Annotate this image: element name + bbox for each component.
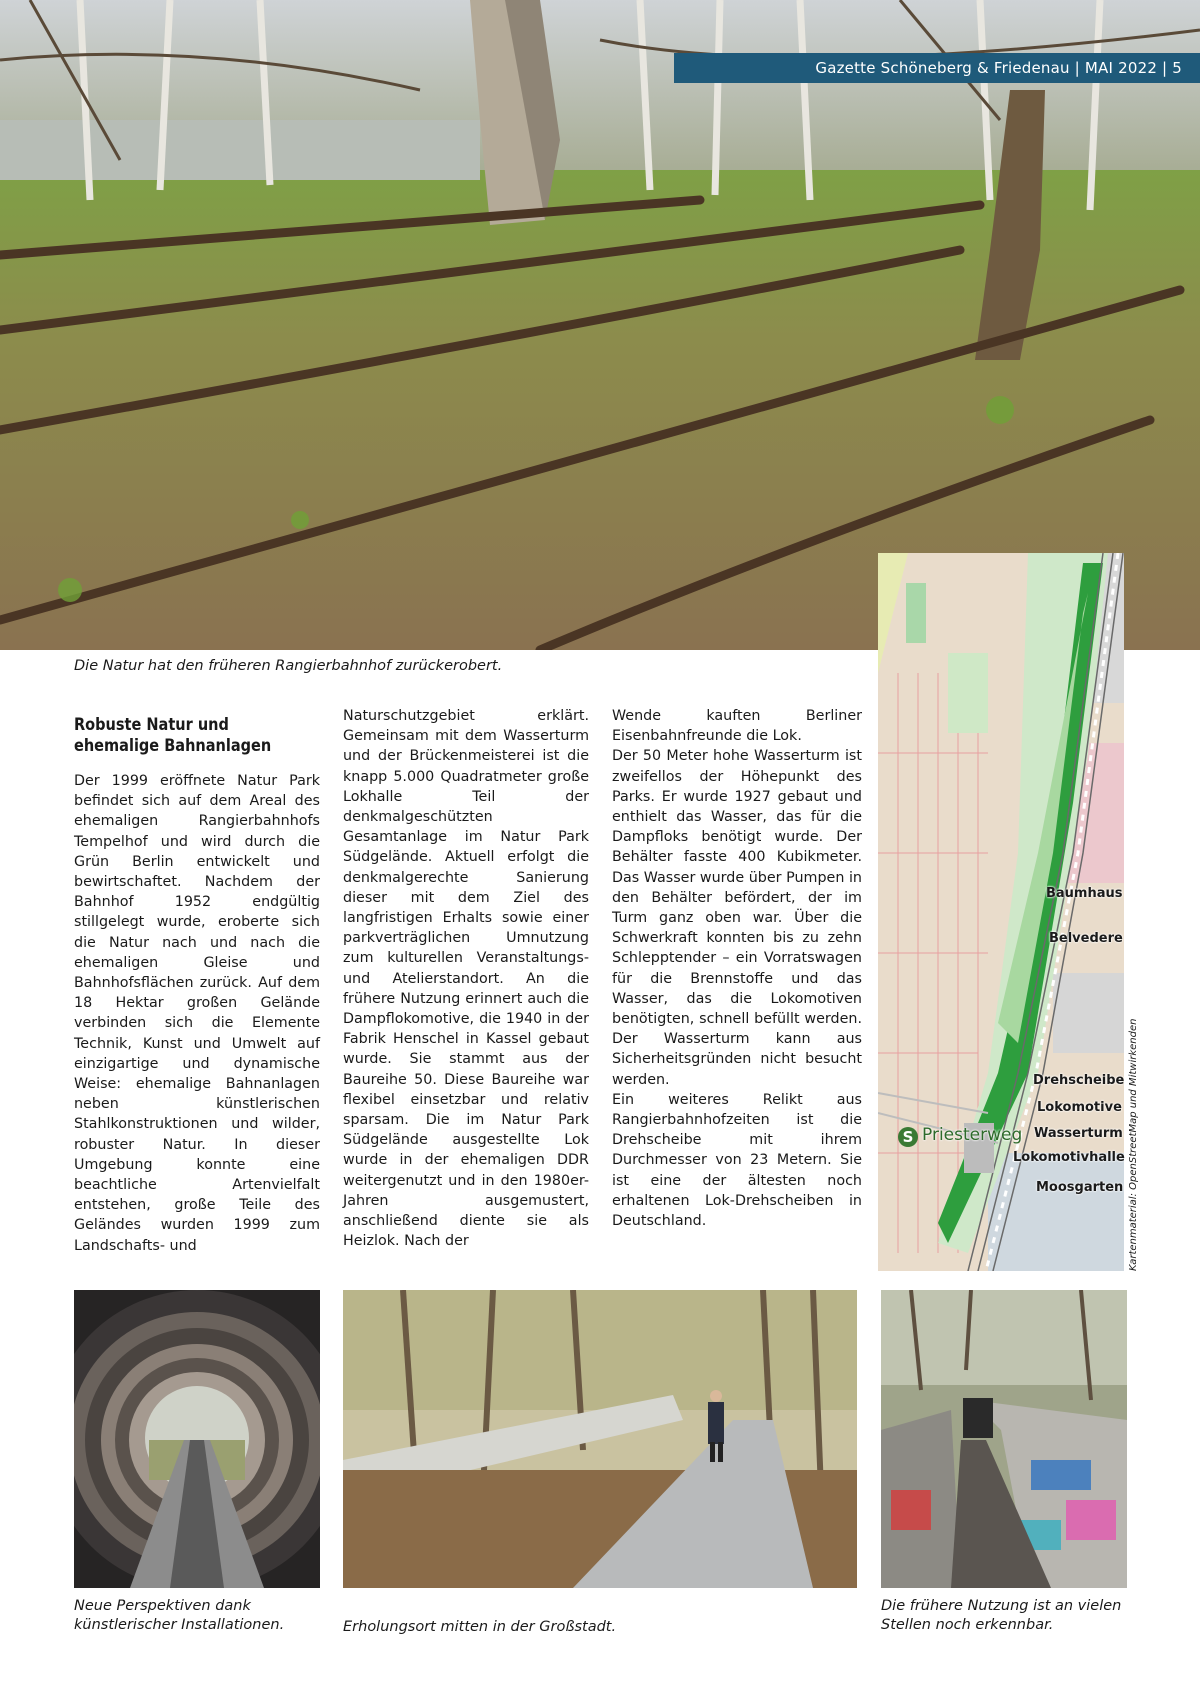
heading-line-1: Robuste Natur und: [74, 715, 229, 734]
header-text: Gazette Schöneberg & Friedenau | MAI 2022 | 5: [815, 59, 1182, 77]
article-column-2: [343, 706, 589, 1251]
column-2-text: Naturschutzgebiet erklärt. Gemeinsam mit dem Wasserturm und der Brückenmeisterei ist die knapp 5.000 Quadratmeter große Lokhalle Teil der denkmalgeschützten Gesamtanlage im Natur Park Südgelände. Aktuell erfolgt die denkmalgerechte Sanierung dieser mit dem Ziel des langfristigen Erhalts sowie einer parkverträglichen Umnutzung zum kulturellen Veranstaltungs- und Atelierstandort. An die frühere Nutzung erinnert auch die Dampflokomotive, die 1940 in der Fabrik Henschel in Kassel gebaut wurde. Sie stammt aus der Baureihe 50. Diese Baureihe war flexibel einsetzbar und relativ sparsam. Die im Natur Park Südgelände ausgestellte Lok wurde in der ehemaligen DDR weitergenutzt und in den 1980er-Jahren ausgemustert, anschließend diente sie als Heizlok. Nach der: [343, 708, 589, 1250]
map-label-moosgarten: Moosgarten: [1036, 1180, 1124, 1195]
article-column-3: [612, 706, 862, 1231]
page-header: [674, 53, 1200, 83]
map-label-drehscheibe: Drehscheibe: [1033, 1073, 1125, 1088]
photo-graffiti-corridor: [881, 1290, 1127, 1588]
photo-path-walker: [343, 1290, 857, 1588]
column-3-paragraph-3: Ein weiteres Relikt aus Rangierbahnhofzeiten ist die Drehscheibe mit ihrem Durchmesser von 23 Metern. Sie ist eine der ältesten noch erhaltenen Lok-Drehscheiben in Deutschland.: [612, 1091, 862, 1230]
map-credit: Kartenmaterial: OpenStreetMap und Mitwirkenden: [1128, 1018, 1139, 1271]
sbahn-icon: S: [898, 1127, 918, 1147]
map-label-lokomotivhalle: Lokomotivhalle: [1013, 1150, 1125, 1165]
article-heading: [74, 714, 285, 756]
article-column-1: [74, 771, 320, 1256]
caption-graffiti: Die frühere Nutzung ist an vielen Stellen noch erkennbar.: [881, 1598, 1122, 1633]
map-label-baumhaus: Baumhaus: [1046, 886, 1123, 901]
column-3-paragraph-2: Der 50 Meter hohe Wasserturm ist zweifellos der Höhepunkt des Parks. Er wurde 1927 gebaut und enthielt das Wasser, das für die Dampfloks benötigt wurde. Der Behälter fasste 400 Kubikmeter. Das Wasser wurde über Pumpen in den Behälter befördert, der im Turm ganz oben war. Über die Schwerkraft konnten bis zu zehn Schlepptender – ein Vorratswagen für die Brennstoffe und das Wasser, das die Lokomotiven benötigten, schnell befüllt werden. Der Wasserturm kann aus Sicherheitsgründen nicht besucht werden.: [612, 748, 862, 1088]
top-photo-caption: Die Natur hat den früheren Rangierbahnhof zurückerobert.: [74, 658, 503, 674]
map-label-belvedere: Belvedere: [1049, 931, 1123, 946]
caption-path: Erholungsort mitten in der Großstadt.: [343, 1619, 617, 1635]
heading-line-2: ehemalige Bahnanlagen: [74, 736, 272, 755]
photo-tunnel-installation: [74, 1290, 320, 1588]
map-label-lokomotive: Lokomotive: [1037, 1100, 1122, 1115]
map-station-label: Priesterweg: [922, 1125, 1023, 1145]
column-3-paragraph-1: Wende kauften Berliner Eisenbahnfreunde die Lok.: [612, 708, 862, 745]
caption-tunnel: Neue Perspektiven dank künstlerischer Installationen.: [74, 1598, 285, 1633]
column-1-text: Der 1999 eröffnete Natur Park befindet sich auf dem Areal des ehemaligen Rangierbahnhofs Tempelhof und wird durch die Grün Berlin entwickelt und bewirtschaftet. Nachdem der Bahnhof 1952 endgültig stillgelegt wurde, eroberte sich die Natur nach und nach die ehemaligen Gleise und Bahnhofsflächen zurück. Auf dem 18 Hektar großen Gelände verbinden sich die Elemente Technik, Kunst und Umwelt auf einzigartige und dynamische Weise: ehemalige Bahnanlagen neben künstlerischen Stahlkonstruktionen und wilder, robuster Natur. In dieser Umgebung konnte eine beachtliche Artenvielfalt entstehen, große Teile des Geländes wurden 1999 zum Landschafts- und: [74, 773, 320, 1254]
map-label-wasserturm: Wasserturm: [1034, 1126, 1123, 1141]
